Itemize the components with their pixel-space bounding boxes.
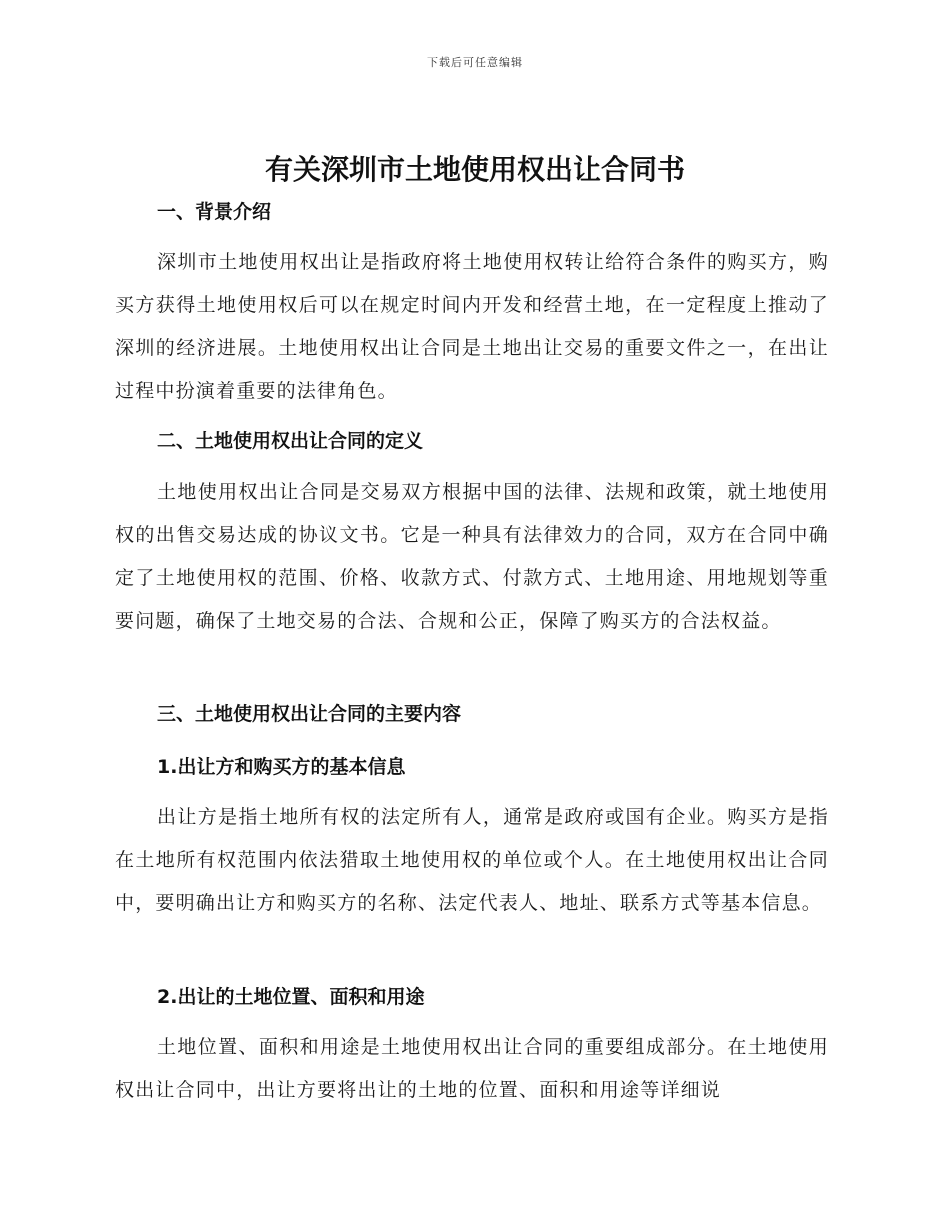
- page-header-note: 下载后可任意编辑: [427, 56, 523, 69]
- section-paragraph-definition: 土地使用权出让合同是交易双方根据中国的法律、法规和政策，就土地使用权的出售交易达成的协议文书。它是一种具有法律效力的合同，双方在合同中确定了土地使用权的范围、价格、收款方式、付款方式、土地用途、用地规划等重要问题，确保了土地交易的合法、合规和公正，保障了购买方的合法权益。: [115, 481, 829, 632]
- subsection-heading-land-location: 2.出让的土地位置、面积和用途: [157, 986, 425, 1008]
- subsection-paragraph-land-location: 土地位置、面积和用途是土地使用权出让合同的重要组成部分。在土地使用权出让合同中，出让方要将出让的土地的位置、面积和用途等详细说: [115, 1036, 829, 1101]
- section-paragraph-background: 深圳市土地使用权出让是指政府将土地使用权转让给符合条件的购买方，购买方获得土地使用权后可以在规定时间内开发和经营土地，在一定程度上推动了深圳的经济进展。土地使用权出让合同是土地出让交易的重要文件之一，在出让过程中扮演着重要的法律角色。: [115, 251, 829, 402]
- subsection-paragraph-party-info: 出让方是指土地所有权的法定所有人，通常是政府或国有企业。购买方是指在土地所有权范围内依法猎取土地使用权的单位或个人。在土地使用权出让合同中，要明确出让方和购买方的名称、法定代表人、地址、联系方式等基本信息。: [115, 806, 829, 914]
- section-heading-definition: 二、土地使用权出让合同的定义: [157, 430, 424, 452]
- section-heading-background: 一、背景介绍: [157, 201, 272, 223]
- document-title: 有关深圳市土地使用权出让合同书: [264, 153, 685, 186]
- section-heading-main-content: 三、土地使用权出让合同的主要内容: [157, 703, 462, 725]
- subsection-heading-party-info: 1.出让方和购买方的基本信息: [157, 756, 406, 778]
